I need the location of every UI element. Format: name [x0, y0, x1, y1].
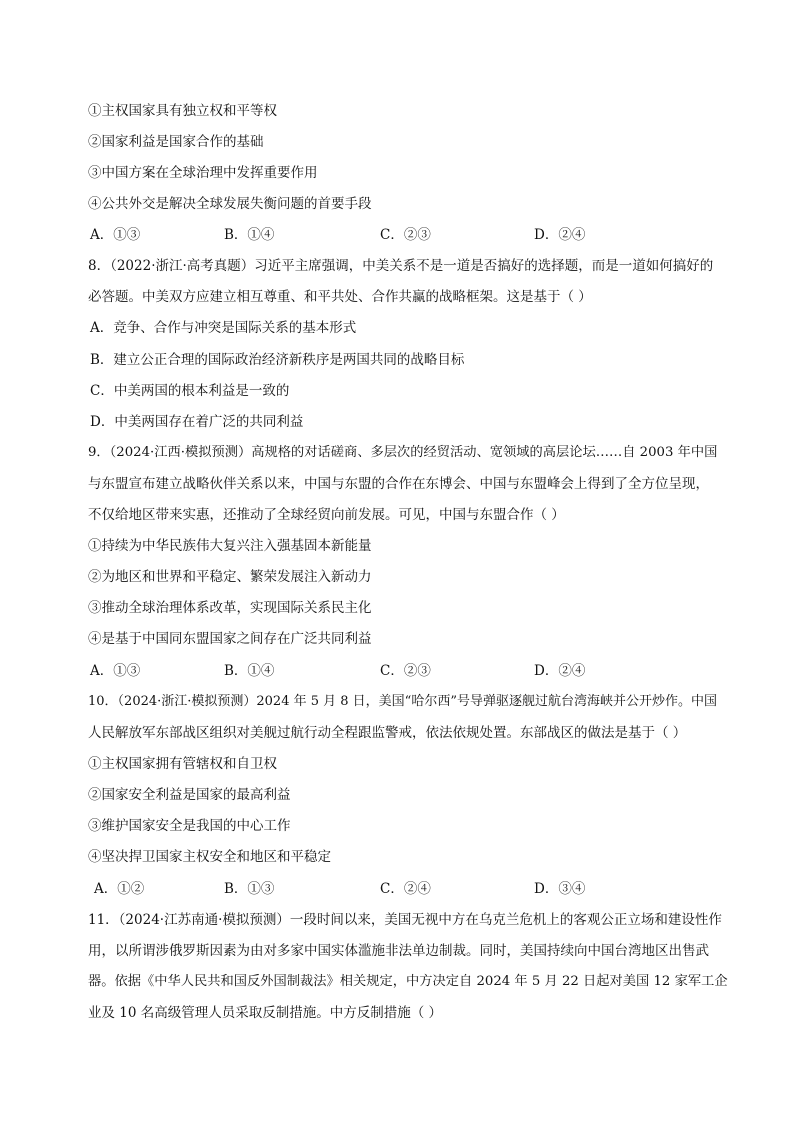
q8-option-a[interactable]: A．竞争、合作与冲突是国际关系的基本形式 — [90, 320, 357, 336]
q7-option-d[interactable]: D．②④ — [534, 227, 586, 243]
q8-stem-line-1: 8．（2022·浙江·高考真题）习近平主席强调，中美关系不是一道是否搞好的选择题，而是一道如何搞好的 — [88, 258, 714, 274]
q10-statement-4: ④坚决捍卫国家主权安全和地区和平稳定 — [88, 849, 331, 865]
q9-option-d[interactable]: D．②④ — [534, 663, 586, 679]
q10-option-a[interactable]: A．①② — [94, 881, 145, 897]
q10-options — [90, 879, 730, 899]
q9-option-c[interactable]: C．②③ — [380, 663, 431, 679]
q10-stem-line-1: 10．（2024·浙江·模拟预测）2024 年 5 月 8 日，美国“哈尔西”号导弹驱逐舰过航台湾海峡并公开炒作。中国 — [88, 694, 717, 709]
q8-option-d[interactable]: D．中美两国存在着广泛的共同利益 — [90, 414, 304, 430]
q10-option-d[interactable]: D．③④ — [534, 881, 586, 897]
q8-option-c[interactable]: C．中美两国的根本利益是一致的 — [90, 383, 290, 399]
q9-stem-line-2: 与东盟宣布建立战略伙伴关系以来，中国与东盟的合作在东博会、中国与东盟峰会上得到了全方位呈现， — [88, 476, 709, 492]
q9-options — [90, 661, 730, 681]
q9-statement-3: ③推动全球治理体系改革，实现国际关系民主化 — [88, 600, 372, 616]
q10-statement-1: ①主权国家拥有管辖权和自卫权 — [88, 756, 277, 772]
q9-stem-line-1: 9．（2024·江西·模拟预测）高规格的对话磋商、多层次的经贸活动、宽领域的高层论坛……自 2003 年中国 — [88, 445, 718, 460]
q9-statement-4: ④是基于中国同东盟国家之间存在广泛共同利益 — [88, 631, 372, 647]
q9-option-b[interactable]: B．①④ — [224, 663, 275, 679]
q10-stem-line-2: 人民解放军东部战区组织对美舰过航行动全程跟监警戒，依法依规处置。东部战区的做法是基于（ ） — [88, 725, 687, 741]
q7-statement-1: ①主权国家具有独立权和平等权 — [88, 103, 277, 119]
q7-option-a[interactable]: A．①③ — [90, 227, 141, 243]
q7-statement-2: ②国家利益是国家合作的基础 — [88, 134, 264, 150]
q7-statement-3: ③中国方案在全球治理中发挥重要作用 — [88, 165, 318, 181]
q9-stem-line-3: 不仅给地区带来实惠，还推动了全球经贸向前发展。可见，中国与东盟合作（ ） — [88, 507, 565, 523]
q7-option-c[interactable]: C．②③ — [380, 227, 431, 243]
q9-option-a[interactable]: A．①③ — [90, 663, 141, 679]
q8-stem-line-2: 必答题。中美双方应建立相互尊重、和平共处、合作共赢的战略框架。这是基于（ ） — [88, 289, 592, 305]
q11-stem-line-1: 11．（2024·江苏南通·模拟预测）一段时间以来，美国无视中方在乌克兰危机上的客观公正立场和建设性作 — [88, 912, 722, 928]
q11-stem-line-2: 用，以所谓涉俄罗斯因素为由对多家中国实体滥施非法单边制裁。同时，美国持续向中国台湾地区出售武 — [88, 943, 709, 959]
q7-statement-4: ④公共外交是解决全球发展失衡问题的首要手段 — [88, 196, 372, 212]
q9-statement-2: ②为地区和世界和平稳定、繁荣发展注入新动力 — [88, 569, 372, 585]
q10-statement-2: ②国家安全利益是国家的最高利益 — [88, 787, 291, 803]
q11-stem-line-4: 业及 10 名高级管理人员采取反制措施。中方反制措施（ ） — [88, 1005, 443, 1021]
q10-statement-3: ③维护国家安全是我国的中心工作 — [88, 818, 291, 834]
q10-option-c[interactable]: C．②④ — [380, 881, 431, 897]
q7-option-b[interactable]: B．①④ — [224, 227, 275, 243]
q11-stem-line-3: 器。依据《中华人民共和国反外国制裁法》相关规定，中方决定自 2024 年 5 月 22 日起对美国 12 家军工企 — [88, 974, 728, 989]
q9-statement-1: ①持续为中华民族伟大复兴注入强基固本新能量 — [88, 538, 372, 554]
q7-options — [90, 225, 730, 245]
q10-option-b[interactable]: B．①③ — [224, 881, 275, 897]
q8-option-b[interactable]: B．建立公正合理的国际政治经济新秩序是两国共同的战略目标 — [90, 352, 465, 368]
